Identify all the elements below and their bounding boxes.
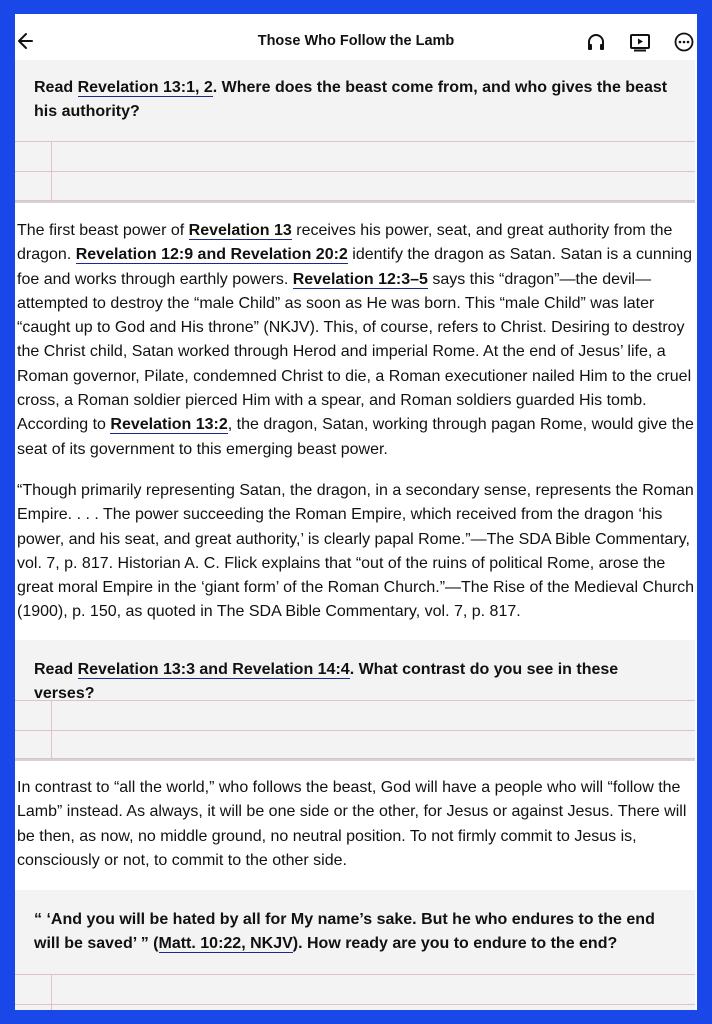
answer-line [15,730,695,731]
lesson-paragraph-3 [17,776,695,873]
answer-line [15,141,695,142]
scripture-link-rev-13-1-2[interactable]: Revelation 13:1, 2 [77,79,213,96]
answer-area-2[interactable] [15,700,695,759]
question-prefix: Read [34,79,78,96]
answer-line [15,758,695,759]
question-text-3 [15,890,695,956]
answer-line [15,200,695,201]
scripture-link-rev-12-9-20-2[interactable]: Revelation 12:9 and Revelation 20:2 [75,246,348,264]
question-prefix: “ ‘And you will be hated by all for My name’s sake. But he who endures to the end will be saved’ ” ( [34,911,655,952]
headphones-icon[interactable] [585,31,607,53]
lesson-paragraph-2 [17,479,695,625]
question-box-1 [15,60,695,203]
text-run: , the dragon, Satan, working through pagan Rome, would give the seat of its government to this emerging beast power. [17,416,694,458]
page-title: Those Who Follow the Lamb [257,33,455,49]
lesson-paragraph-1 [17,219,695,462]
question-text-1 [15,60,695,124]
text-run: The first beast power of [17,222,189,239]
answer-line [15,974,695,975]
margin-line [51,141,52,201]
content-frame [15,14,697,1010]
play-video-icon[interactable] [629,31,651,53]
quote-text: “Though primarily representing Satan, the dragon, in a secondary sense, represents the Roman Empire. . . . The power succeeding the Roman Empire, which received from the dragon ‘his power, and his seat, and great authority,’ is clearly papal Rome.”—The SDA Bible Commentary, vol. 7, p. 817. Historian A. C. Flick explains that “out of the ruins of political Rome, arose the great moral Empire in the ‘giant form’ of the Roman Church.”—The Rise of the Medieval Church (1900), p. 150, as quoted in The SDA Bible Commentary, vol. 7, p. 817. [17,482,695,621]
scripture-link-matt-10-22[interactable]: Matt. 10:22, NKJV [158,935,293,952]
scripture-link-rev-13[interactable]: Revelation 13 [188,222,292,239]
text-run: identify the dragon as Satan. Satan is a cunning foe and works through earthly powers. [17,246,693,288]
margin-line [51,700,52,759]
paragraph-text: In contrast to “all the world,” who follows the beast, God will have a people who will “follow the Lamb” instead. As always, it will be one side or the other, for Jesus or against Jesus. There will be then, as now, no middle ground, no neutral position. To not firmly commit to Jesus is, consciously or not, to commit to the other side. [17,779,687,869]
question-box-3 [15,890,695,1010]
question-suffix: . Where does the beast come from, and who gives the beast his authority? [34,79,668,120]
text-run: says this “dragon”—the devil—attempted to destroy the “male Child” as soon as He was born. This “male Child” was later “caught up to God and His throne” (NKJV). This, of course, refers to Christ. Desiring to destroy the Christ child, Satan worked through Herod and imperial Rome. At the end of Jesus’ life, a Roman governor, Pilate, condemned Christ to die, a Roman executioner nailed Him to the cruel cross, a Roman soldier pierced Him with a spear, and Roman soldiers guarded His tomb. According to [17,270,692,434]
text-run: receives his power, seat, and great authority from the dragon. [17,222,673,264]
question-text-2 [15,640,695,706]
answer-line [15,700,695,701]
answer-line [15,1004,695,1005]
more-options-icon[interactable] [673,31,695,53]
answer-area-3[interactable] [15,974,695,1010]
question-box-2 [15,640,695,761]
question-suffix: ). How ready are you to endure to the end? [292,935,618,952]
scripture-link-rev-13-3-14-4[interactable]: Revelation 13:3 and Revelation 14:4 [77,661,350,678]
answer-area-1[interactable] [15,141,695,201]
answer-line [15,171,695,172]
question-suffix: . What contrast do you see in these verses? [34,661,619,702]
question-prefix: Read [34,661,78,678]
margin-line [51,974,52,1010]
scripture-link-rev-12-3-5[interactable]: Revelation 12:3–5 [292,270,428,288]
top-bar [15,24,697,60]
scripture-link-rev-13-2[interactable]: Revelation 13:2 [110,416,228,434]
